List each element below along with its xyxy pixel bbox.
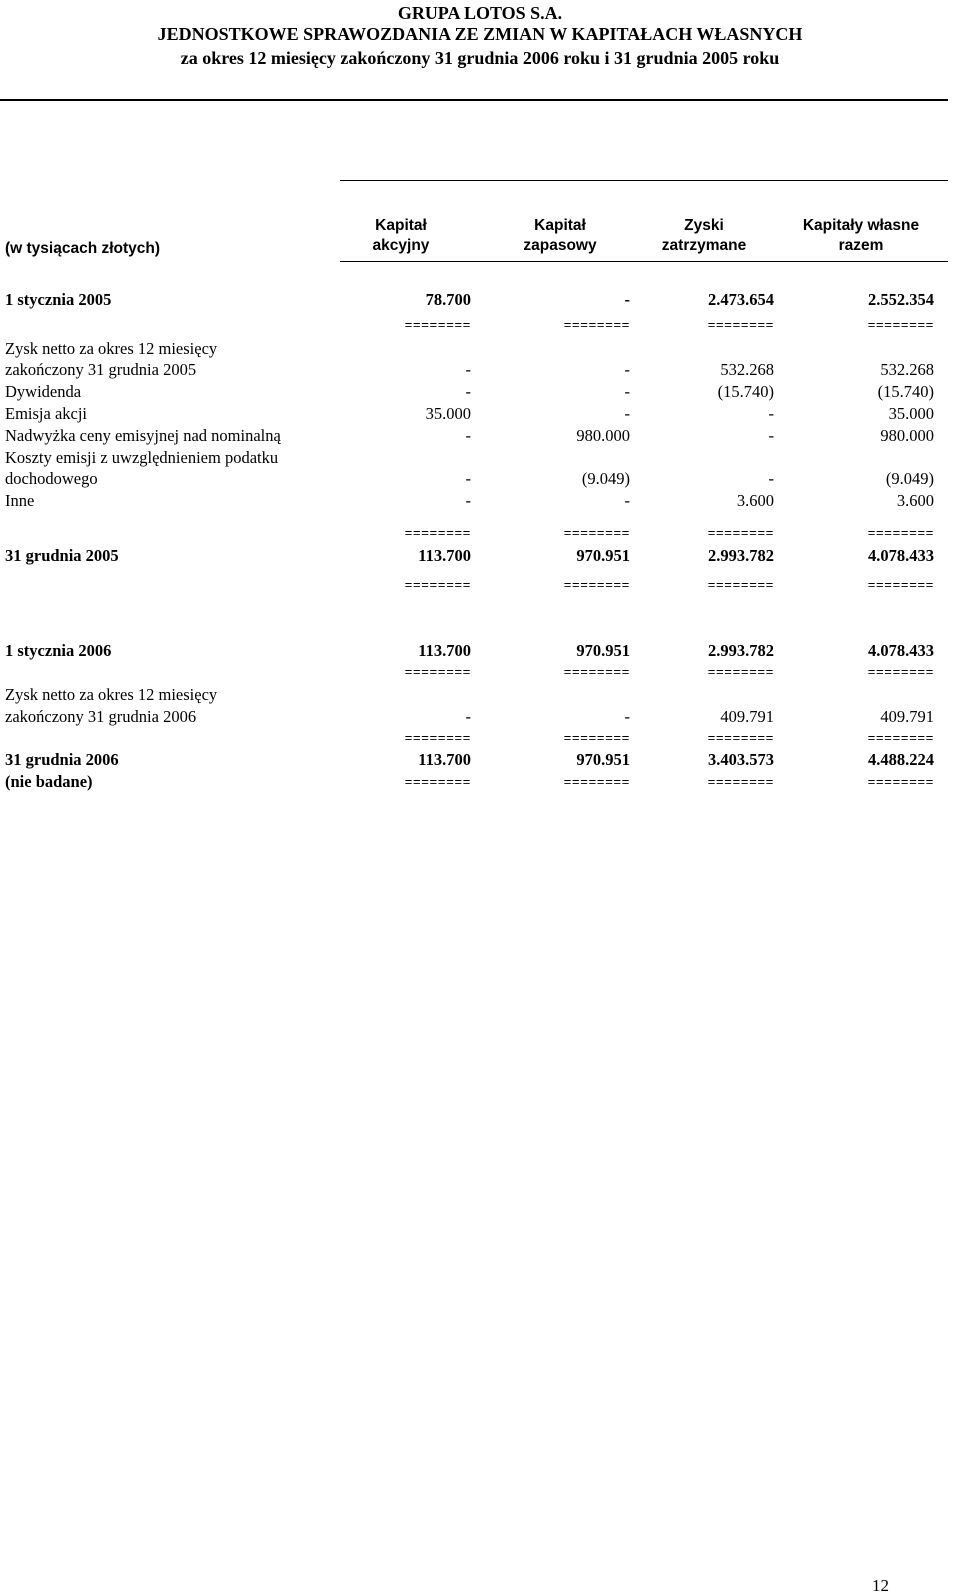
columns-header-rule [340,261,948,262]
col3-line1: Zyski [684,217,724,234]
separator: ======== [404,526,471,541]
col-header-retained-earnings [634,216,774,256]
separator: ======== [563,526,630,541]
separator: ======== [404,318,471,333]
cell-reserve-capital: - [624,404,630,423]
table-row [0,289,960,311]
row-label: zakończony 31 grudnia 2005 [5,360,197,379]
cell-share-capital: 113.700 [418,546,471,565]
separator-row [0,665,960,681]
cell-retained-earnings: 3.403.573 [708,750,774,769]
separator: ======== [707,775,774,790]
cell-retained-earnings: 2.473.654 [708,290,774,309]
cell-reserve-capital: - [624,290,630,309]
cell-total-equity: 409.791 [880,707,934,726]
col1-line2: akcyjny [372,237,430,254]
table-row-total [0,749,960,771]
table-row-total [0,545,960,567]
cell-reserve-capital: 970.951 [576,641,630,660]
row-label: Inne [5,491,35,510]
separator: ======== [563,318,630,333]
cell-share-capital: 35.000 [425,404,471,423]
col1-line1: Kapitał [375,217,427,234]
separator: ======== [867,318,934,333]
table-row [0,403,960,425]
cell-total-equity: 4.488.224 [868,750,934,769]
columns-top-rule [340,180,948,181]
cell-retained-earnings: - [768,404,774,423]
cell-reserve-capital: 970.951 [576,750,630,769]
page-number: 12 [872,1576,889,1595]
separator: ======== [707,731,774,746]
cell-share-capital: - [465,707,471,726]
separator: ======== [563,731,630,746]
cell-total-equity: (9.049) [885,469,934,488]
cell-total-equity: 3.600 [896,491,934,510]
cell-total-equity: 4.078.433 [868,641,934,660]
row-label: Koszty emisji z uwzględnieniem podatku [5,448,279,467]
separator: ======== [707,578,774,593]
table-row [0,706,960,728]
separator-row [0,318,960,334]
row-label: 1 stycznia 2006 [5,641,112,660]
cell-reserve-capital: - [624,707,630,726]
cell-share-capital: 113.700 [418,750,471,769]
row-label: Emisja akcji [5,404,88,423]
row-label: Zysk netto za okres 12 miesięcy [5,339,218,358]
separator: ======== [563,775,630,790]
separator: ======== [563,665,630,680]
row-label: dochodowego [5,469,98,488]
company-name: GRUPA LOTOS S.A. [397,3,563,23]
cell-retained-earnings: 3.600 [736,491,774,510]
separator: ======== [563,578,630,593]
col-header-reserve-capital [490,216,630,256]
table-row [0,425,960,447]
cell-reserve-capital: - [624,491,630,510]
separator-row [0,526,960,542]
table-row [0,640,960,662]
col4-line2: razem [838,237,884,254]
cell-retained-earnings: 532.268 [720,360,774,379]
cell-reserve-capital: 980.000 [576,426,630,445]
cell-total-equity: (15.740) [877,382,934,401]
cell-total-equity: 980.000 [880,426,934,445]
separator: ======== [867,731,934,746]
separator: ======== [867,526,934,541]
row-label: 31 grudnia 2005 [5,546,119,565]
table-row [0,359,960,381]
row-label: 31 grudnia 2006 [5,750,119,769]
separator: ======== [404,665,471,680]
cell-total-equity: 532.268 [880,360,934,379]
cell-share-capital: 113.700 [418,641,471,660]
cell-total-equity: 2.552.354 [868,290,934,309]
statement-title: JEDNOSTKOWE SPRAWOZDANIA ZE ZMIAN W KAPITAŁACH WŁASNYCH [157,24,803,44]
cell-reserve-capital: - [624,382,630,401]
table-row [0,381,960,403]
col-header-total-equity [776,216,946,256]
col3-line2: zatrzymane [661,237,747,254]
table-row [0,468,960,490]
row-label: zakończony 31 grudnia 2006 [5,707,197,726]
table-row-label-line [0,447,960,469]
col4-line1: Kapitały własne [802,217,920,234]
header-rule [0,99,948,101]
separator: ======== [867,775,934,790]
row-label: Nadwyżka ceny emisyjnej nad nominalną [5,426,281,445]
table-row-label-line [0,684,960,706]
cell-retained-earnings: (15.740) [717,382,774,401]
cell-reserve-capital: 970.951 [576,546,630,565]
cell-retained-earnings: - [768,469,774,488]
cell-retained-earnings: 409.791 [720,707,774,726]
separator: ======== [867,578,934,593]
statement-period: za okres 12 miesięcy zakończony 31 grudnia 2006 roku i 31 grudnia 2005 roku [180,48,780,68]
row-label: 1 stycznia 2005 [5,290,112,309]
cell-share-capital: - [465,426,471,445]
unit-label: (w tysiącach złotych) [5,240,161,257]
row-label: Zysk netto za okres 12 miesięcy [5,685,218,704]
separator: ======== [707,526,774,541]
cell-total-equity: 4.078.433 [868,546,934,565]
separator: ======== [404,775,471,790]
cell-share-capital: - [465,491,471,510]
separator-row [0,775,960,791]
cell-share-capital: - [465,469,471,488]
separator-row [0,578,960,594]
cell-share-capital: - [465,360,471,379]
row-label-note: (nie badane) [5,772,93,791]
separator: ======== [707,318,774,333]
separator: ======== [404,578,471,593]
col2-line2: zapasowy [523,237,597,254]
table-row-label-line [0,338,960,360]
cell-share-capital: - [465,382,471,401]
separator: ======== [707,665,774,680]
separator: ======== [404,731,471,746]
table-row [0,490,960,512]
cell-retained-earnings: 2.993.782 [708,641,774,660]
cell-share-capital: 78.700 [425,290,471,309]
cell-total-equity: 35.000 [888,404,934,423]
row-label: Dywidenda [5,382,82,401]
cell-retained-earnings: - [768,426,774,445]
col-header-share-capital [331,216,471,256]
cell-reserve-capital: - [624,360,630,379]
separator: ======== [867,665,934,680]
col2-line1: Kapitał [534,217,586,234]
cell-reserve-capital: (9.049) [581,469,630,488]
cell-retained-earnings: 2.993.782 [708,546,774,565]
separator-row [0,731,960,747]
